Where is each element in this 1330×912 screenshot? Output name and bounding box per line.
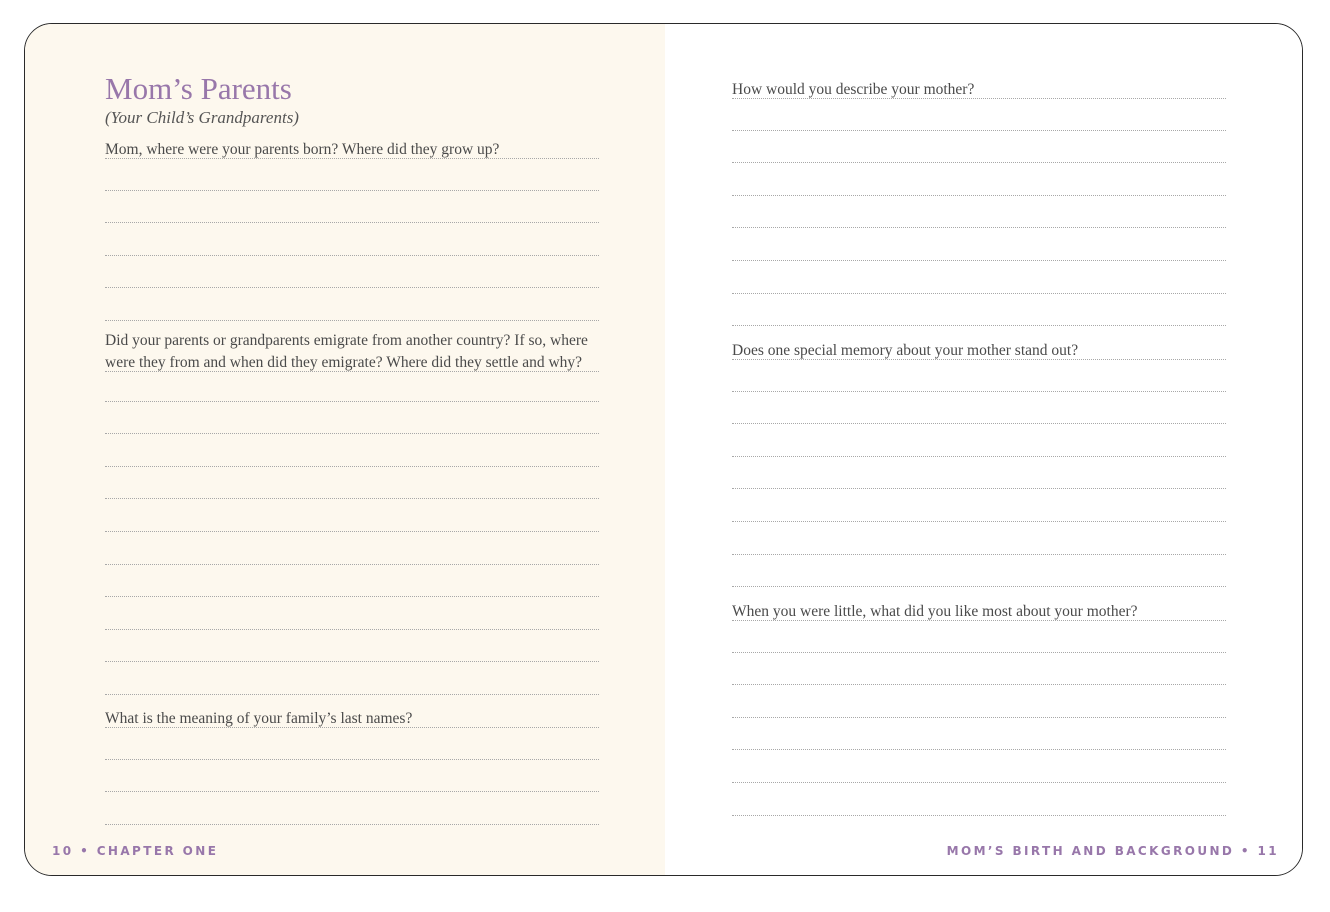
right-page xyxy=(665,24,1303,875)
question-liked-most: When you were little, what did you like most about your mother? xyxy=(732,603,1138,620)
left-page xyxy=(25,24,665,875)
page-title: Mom’s Parents xyxy=(105,71,292,106)
page-subtitle: (Your Child’s Grandparents) xyxy=(105,108,299,127)
question-parents-born: Mom, where were your parents born? Where did they grow up? xyxy=(105,141,500,158)
answer-lines-describe-mother[interactable] xyxy=(732,98,1226,326)
book-spread xyxy=(24,23,1303,876)
right-footer: MOM’S BIRTH AND BACKGROUND • 11 xyxy=(946,844,1279,858)
answer-lines-emigrate[interactable] xyxy=(105,369,599,695)
answer-lines-parents-born[interactable] xyxy=(105,158,599,321)
question-last-names: What is the meaning of your family’s last names? xyxy=(105,710,413,727)
question-describe-mother: How would you describe your mother? xyxy=(732,81,975,98)
question-special-memory: Does one special memory about your mother stand out? xyxy=(732,342,1079,359)
question-emigrate: Did your parents or grandparents emigrate from another country? If so, where were they from and when did they emigrate? Where did they settle and why? xyxy=(105,332,588,371)
answer-lines-liked-most[interactable] xyxy=(732,620,1226,816)
left-footer: 10 • CHAPTER ONE xyxy=(52,844,219,858)
answer-lines-special-memory[interactable] xyxy=(732,359,1226,587)
answer-lines-last-names[interactable] xyxy=(105,727,599,825)
